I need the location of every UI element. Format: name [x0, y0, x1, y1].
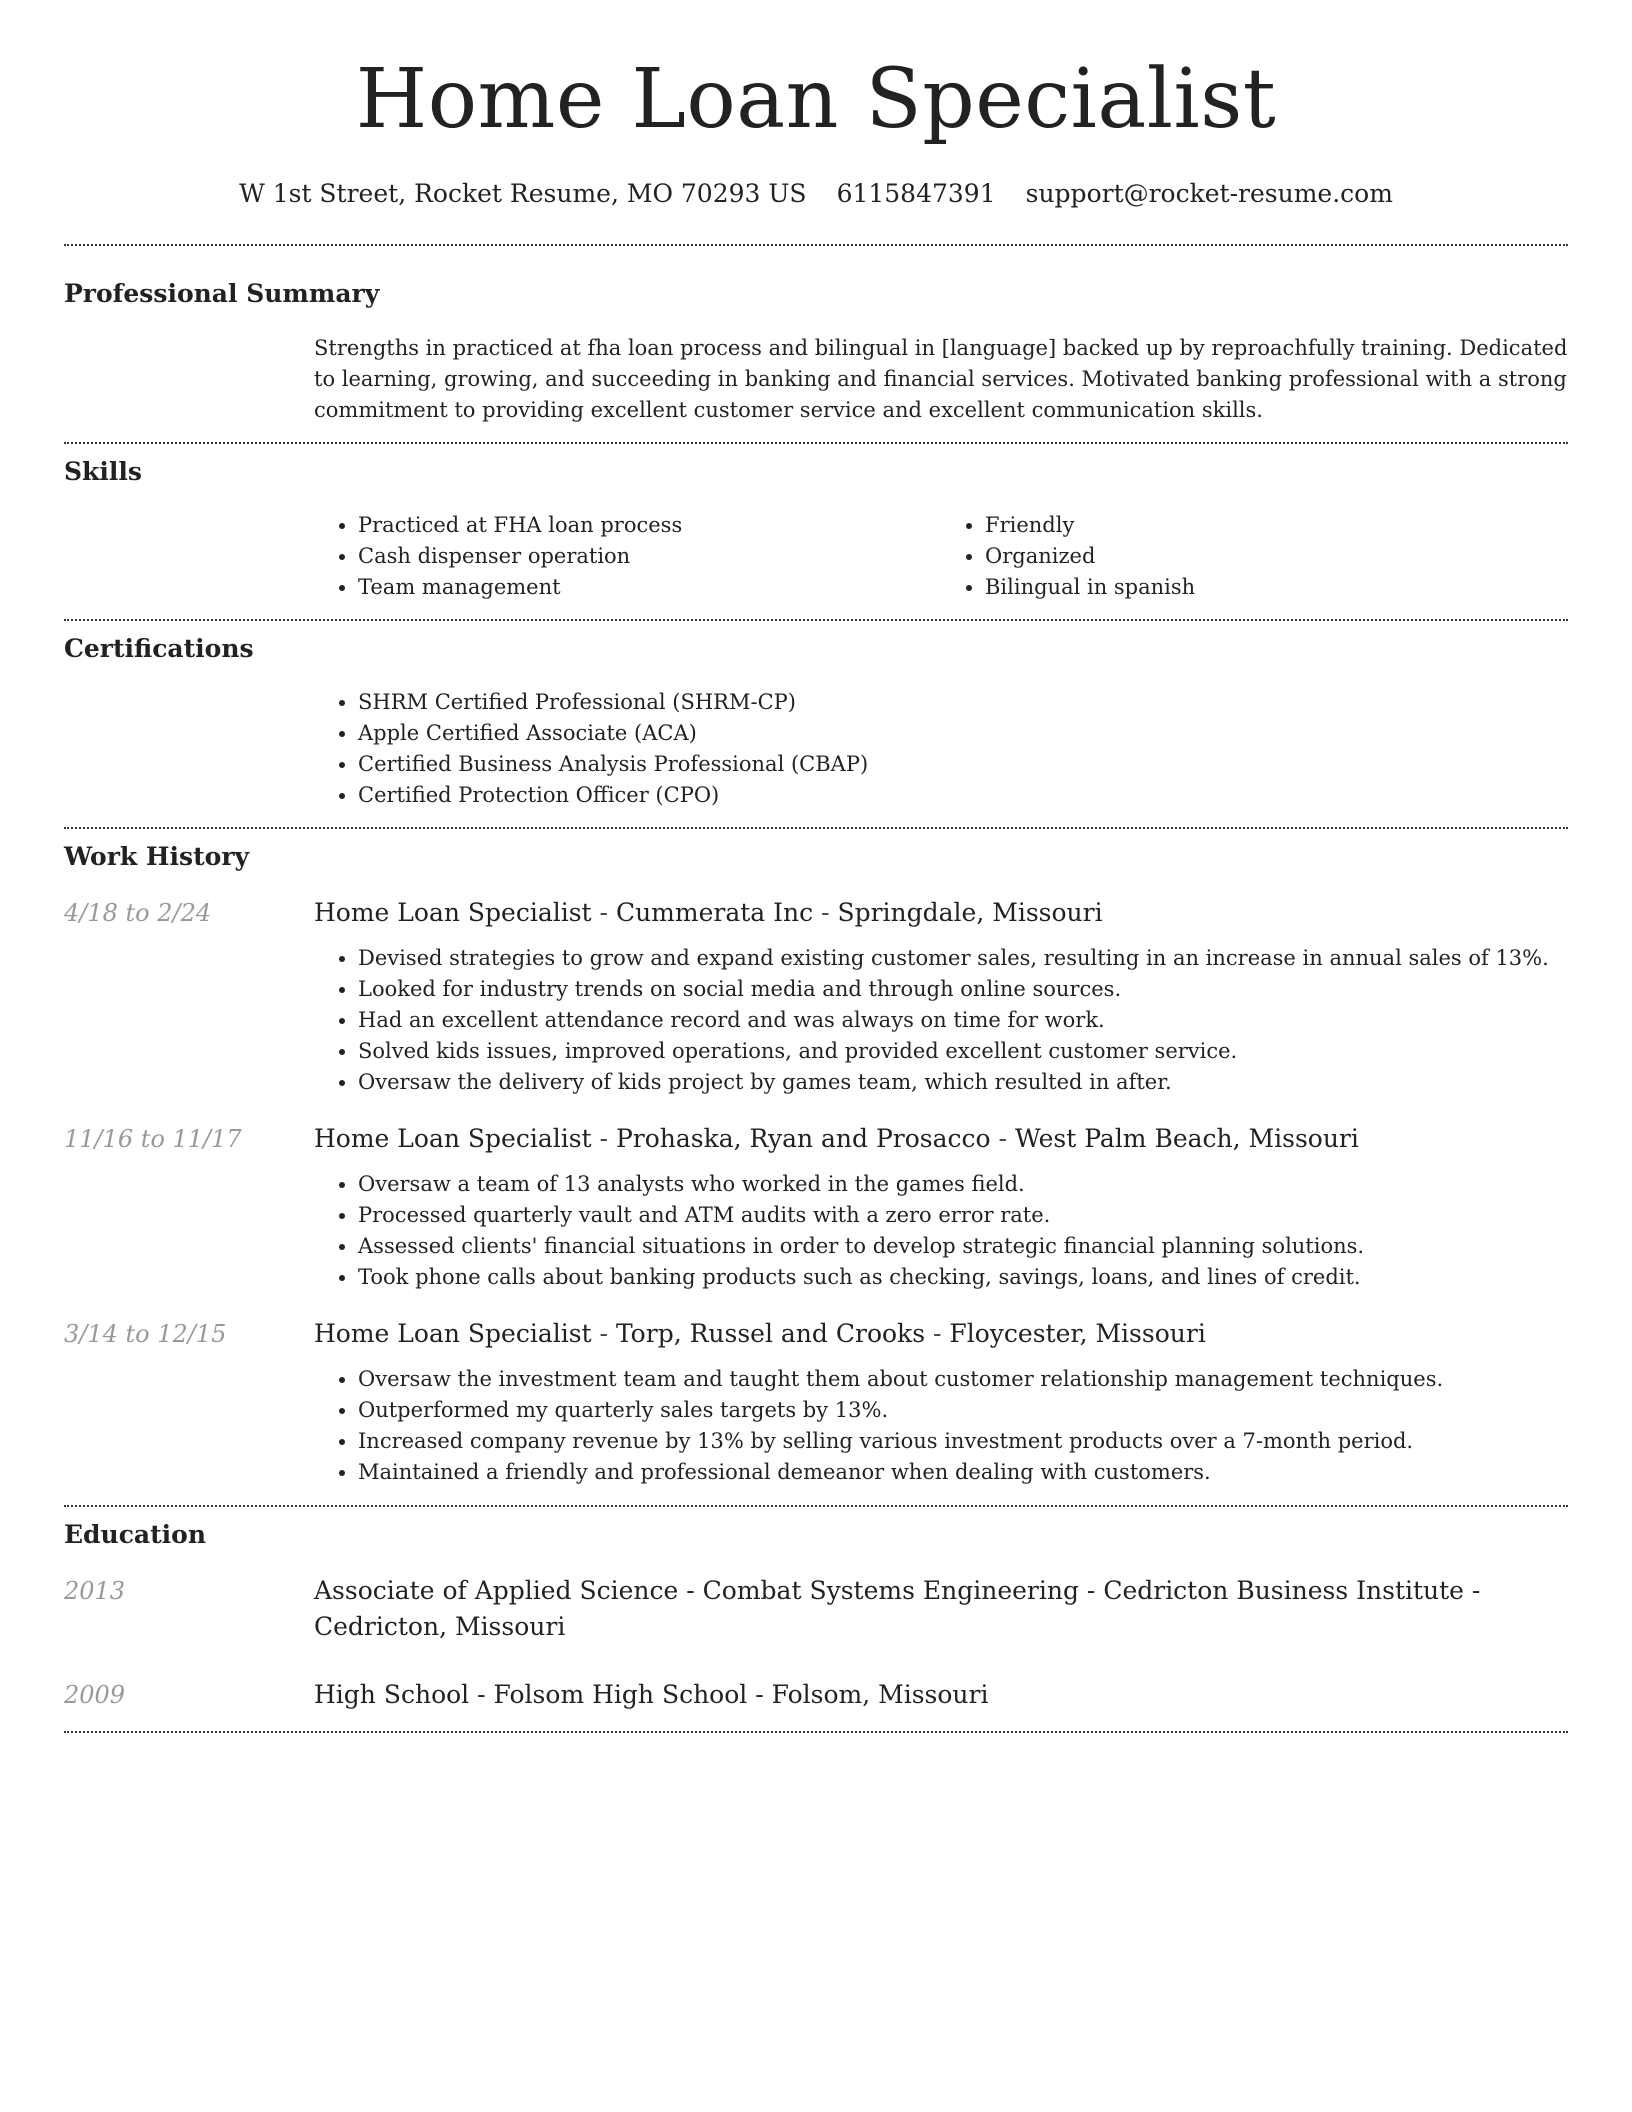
contact-line — [64, 178, 1568, 210]
skill-item: • Organized — [985, 541, 1568, 572]
skill-item: • Practiced at FHA loan process — [358, 510, 941, 541]
job-bullet: • Increased company revenue by 13% by selling various investment products over a 7-month period. — [358, 1426, 1568, 1457]
education-year: 2013 — [64, 1577, 126, 1605]
certifications-section — [64, 621, 1568, 827]
job-location: West Palm Beach, Missouri — [1014, 1124, 1359, 1153]
job-bullets — [314, 1169, 1568, 1293]
job-bullet: • Took phone calls about banking products such as checking, savings, loans, and lines of credit. — [358, 1262, 1568, 1293]
skills-list-right — [941, 510, 1568, 603]
job-dates: 11/16 to 11/17 — [64, 1125, 242, 1153]
section-title-work: Work History — [64, 842, 250, 871]
education-school: Cedricton Business Institute — [1103, 1576, 1464, 1605]
skill-item: • Cash dispenser operation — [358, 541, 941, 572]
work-section — [64, 829, 1568, 1505]
resume-header — [64, 0, 1568, 210]
job-role: Home Loan Specialist — [314, 898, 592, 927]
job-role: Home Loan Specialist — [314, 1124, 592, 1153]
section-title-education: Education — [64, 1520, 207, 1549]
education-section — [64, 1507, 1568, 1731]
education-year: 2009 — [64, 1681, 126, 1709]
section-title-summary: Professional Summary — [64, 279, 380, 308]
summary-section — [64, 246, 1568, 442]
education-location: Cedricton, Missouri — [314, 1612, 566, 1641]
job-bullet: • Oversaw the investment team and taught them about customer relationship management techniques. — [358, 1364, 1568, 1395]
education-field: Combat Systems Engineering — [702, 1576, 1079, 1605]
job-bullet: • Oversaw the delivery of kids project by games team, which resulted in after. — [358, 1067, 1568, 1098]
education-school: Folsom High School — [493, 1680, 748, 1709]
job-dates: 3/14 to 12/15 — [64, 1320, 227, 1348]
contact-phone: 6115847391 — [836, 179, 996, 208]
job-role: Home Loan Specialist — [314, 1319, 592, 1348]
education-entry — [64, 1573, 1568, 1645]
job-bullets — [314, 1364, 1568, 1488]
job-location: Springdale, Missouri — [837, 898, 1103, 927]
job-company: Torp, Russel and Crooks — [615, 1319, 926, 1348]
certification-item: • Certified Protection Officer (CPO) — [358, 780, 1568, 811]
certifications-list — [314, 687, 1568, 811]
job-bullet: • Oversaw a team of 13 analysts who worked in the games field. — [358, 1169, 1568, 1200]
job-location: Floycester, Missouri — [949, 1319, 1206, 1348]
job-title: Home Loan Specialist - Torp, Russel and Crooks - Floycester, Missouri — [314, 1319, 1206, 1348]
job-bullet: • Maintained a friendly and professional demeanor when dealing with customers. — [358, 1457, 1568, 1488]
certification-item: • SHRM Certified Professional (SHRM-CP) — [358, 687, 1568, 718]
education-degree: High School — [314, 1680, 470, 1709]
education-title: High School - Folsom High School - Folsom, Missouri — [314, 1680, 989, 1709]
section-title-skills: Skills — [64, 457, 142, 486]
skill-item: • Bilingual in spanish — [985, 572, 1568, 603]
job-title: Home Loan Specialist - Cummerata Inc - Springdale, Missouri — [314, 898, 1103, 927]
education-location: Folsom, Missouri — [771, 1680, 989, 1709]
job-bullet: • Processed quarterly vault and ATM audits with a zero error rate. — [358, 1200, 1568, 1231]
divider — [64, 1731, 1568, 1733]
job-bullet: • Had an excellent attendance record and was always on time for work. — [358, 1005, 1568, 1036]
candidate-name: Home Loan Specialist — [355, 52, 1277, 147]
job-bullet: • Looked for industry trends on social media and through online sources. — [358, 974, 1568, 1005]
job-company: Cummerata Inc — [615, 898, 814, 927]
job-bullet: • Assessed clients' financial situations in order to develop strategic financial planning solutions. — [358, 1231, 1568, 1262]
job-dates: 4/18 to 2/24 — [64, 899, 212, 927]
job-company: Prohaska, Ryan and Prosacco — [615, 1124, 991, 1153]
job-bullets — [314, 943, 1568, 1098]
education-entry — [64, 1677, 1568, 1731]
job-entry — [64, 1121, 1568, 1293]
skills-list-left — [314, 510, 941, 603]
certification-item: • Certified Business Analysis Professional (CBAP) — [358, 749, 1568, 780]
job-entry — [64, 1316, 1568, 1505]
job-bullet: • Outperformed my quarterly sales targets by 13%. — [358, 1395, 1568, 1426]
job-bullet: • Solved kids issues, improved operations, and provided excellent customer service. — [358, 1036, 1568, 1067]
contact-address: W 1st Street, Rocket Resume, MO 70293 US — [239, 179, 807, 208]
education-degree: Associate of Applied Science — [314, 1576, 679, 1605]
job-bullet: • Devised strategies to grow and expand existing customer sales, resulting in an increase in annual sales of 13%. — [358, 943, 1568, 974]
skill-item: • Friendly — [985, 510, 1568, 541]
job-entry — [64, 895, 1568, 1098]
skills-section — [64, 444, 1568, 619]
contact-email: support@rocket-resume.com — [1025, 179, 1393, 208]
section-title-certifications: Certifications — [64, 634, 254, 663]
skill-item: • Team management — [358, 572, 941, 603]
education-title: Associate of Applied Science - Combat Systems Engineering - Cedricton Business Institute - Cedricton, Missouri — [314, 1576, 1481, 1641]
job-title: Home Loan Specialist - Prohaska, Ryan and Prosacco - West Palm Beach, Missouri — [314, 1124, 1359, 1153]
certification-item: • Apple Certified Associate (ACA) — [358, 718, 1568, 749]
summary-text: Strengths in practiced at fha loan process and bilingual in [language] backed up by reproachfully training. Dedicated to learning, growing, and succeeding in banking and financial services. Motivated banking professional with a strong commitment to providing excellent customer service and excellent communication skills. — [314, 336, 1568, 422]
